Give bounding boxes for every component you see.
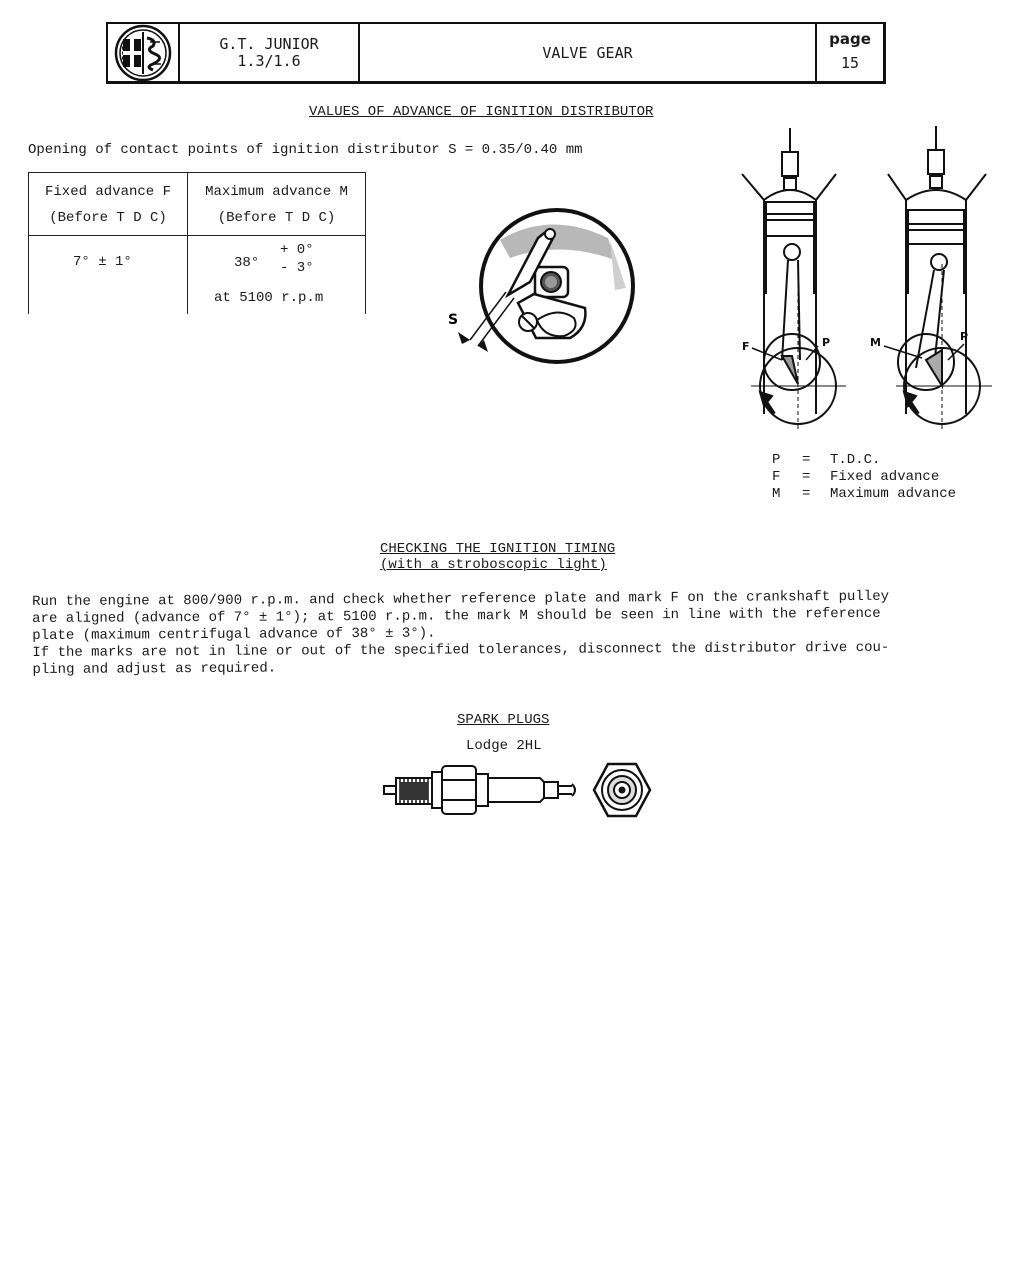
timing-line: pling and adjust as required. [32,660,277,678]
legend-row: M = Maximum advance [772,486,957,502]
gap-label-s: S [448,312,459,328]
timing-title: CHECKING THE IGNITION TIMING [380,541,616,557]
model-cell [180,24,360,81]
spark-plug-side-icon [380,762,590,818]
spark-plug-end-icon [592,762,652,818]
timing-line: plate (maximum centrifugal advance of 38° ± 3°). [32,625,436,644]
label-p-max: P [960,330,969,343]
max-advance-header: Maximum advance M (Before T D C) [188,173,366,236]
advance-title: VALUES OF ADVANCE OF IGNITION DISTRIBUTOR [309,104,654,120]
model-line-1: G.T. JUNIOR [219,34,319,53]
piston-diagram-maximum-advance [884,126,992,429]
timing-line: Run the engine at 800/900 r.p.m. and check whether reference plate and mark F on the crankshaft pulley [32,588,890,610]
max-advance-value: 38° + 0° - 3° at 5100 r.p.m [188,236,366,315]
model-line-2: 1.3/1.6 [237,51,301,70]
label-f: F [742,340,750,353]
timing-line: If the marks are not in line or out of the specified tolerances, disconnect the distributor drive cou- [32,639,890,661]
legend-row: F = Fixed advance [772,469,940,485]
alfa-romeo-badge-icon [108,24,180,81]
legend-row: P = T.D.C. [772,452,881,468]
section-title: VALVE GEAR [360,24,817,81]
timing-subtitle: (with a stroboscopic light) [380,557,607,573]
label-m: M [870,336,881,349]
piston-crank-diagrams [736,124,996,434]
contact-points-line: Opening of contact points of ignition distributor S = 0.35/0.40 mm [28,142,583,158]
page-number-cell [817,24,883,81]
fixed-advance-header: Fixed advance F (Before T D C) [29,173,188,236]
page-header [106,22,886,84]
piston-legend [772,452,956,503]
timing-line: are aligned (advance of 7° ± 1°); at 5100 r.p.m. the mark M should be seen in line with the reference [32,605,881,627]
spark-plugs-title: SPARK PLUGS [457,712,550,728]
fixed-advance-value: 7° ± 1° [29,236,188,315]
label-p-fixed: P [822,336,831,349]
distributor-breaker-points-figure [440,210,640,370]
page-label: page [829,29,871,48]
timing-paragraph [32,588,995,679]
piston-diagram-fixed-advance [742,128,846,429]
page-number: 15 [840,53,860,72]
spark-plug-model: Lodge 2HL [466,738,542,754]
advance-table [28,172,366,314]
